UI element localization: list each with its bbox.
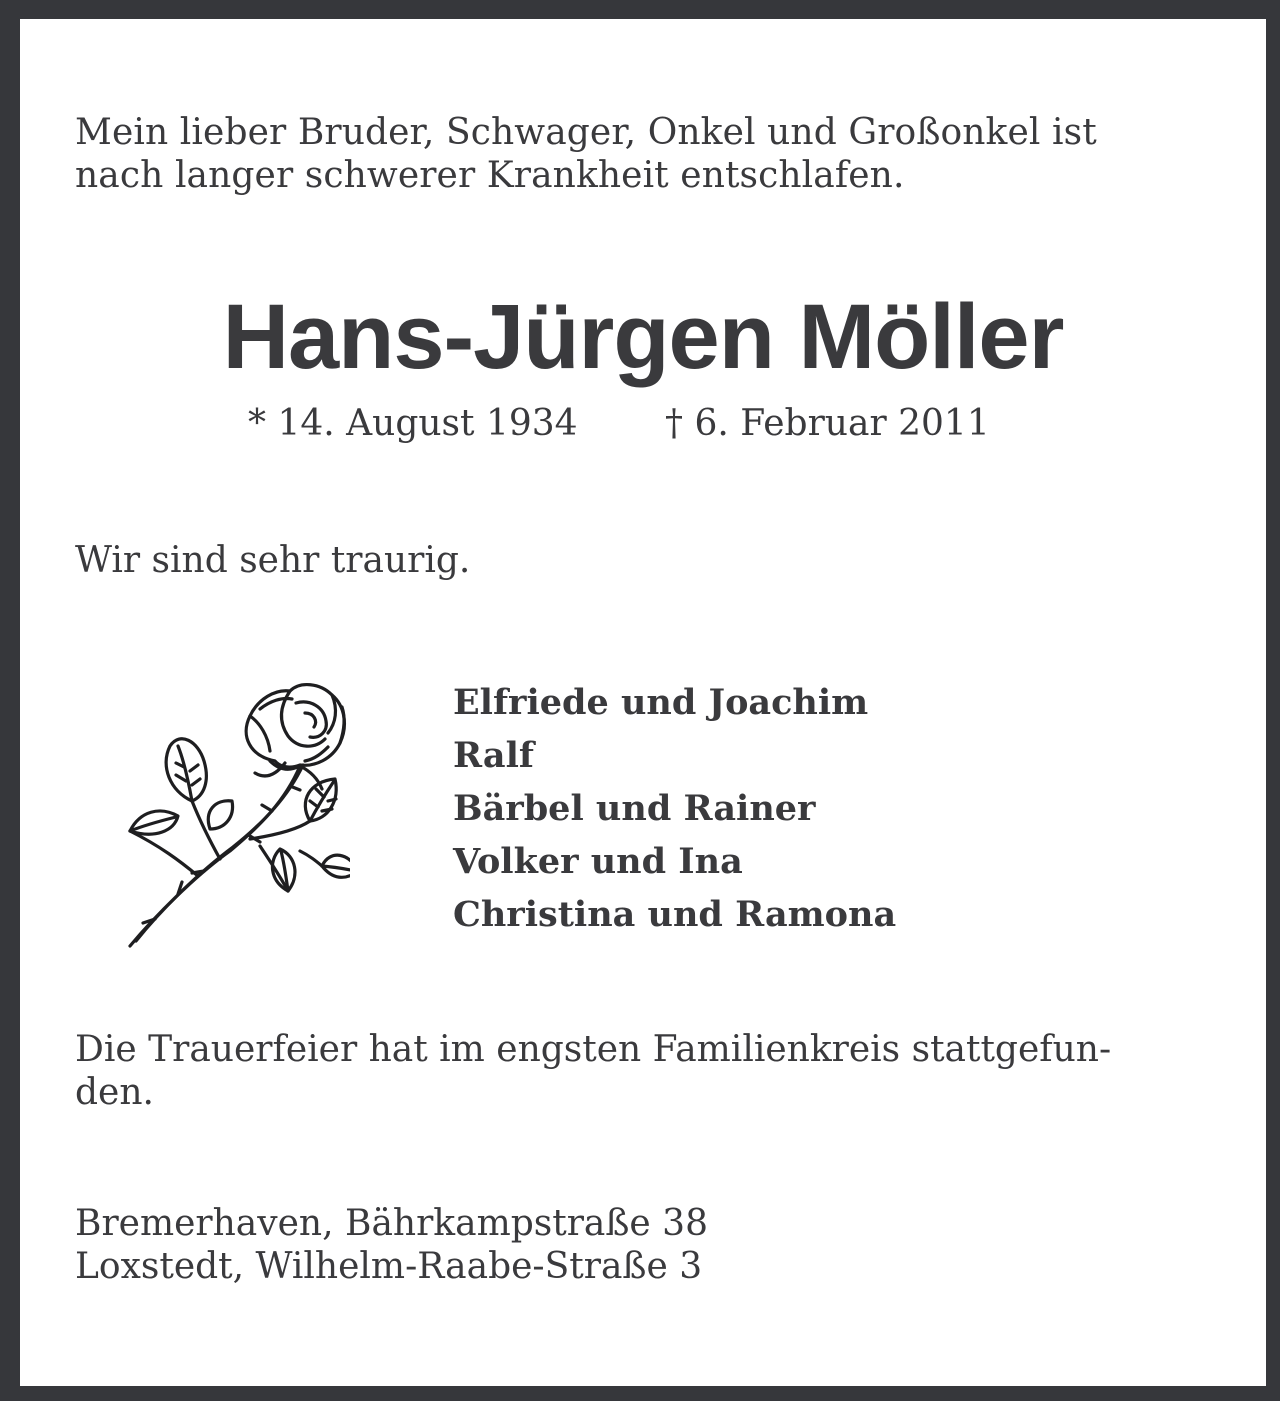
family-member: Bärbel und Rainer	[453, 788, 816, 829]
family-list	[453, 676, 896, 941]
funeral-line: den.	[75, 1072, 154, 1113]
address-line: Bremerhaven, Bährkampstraße 38	[75, 1203, 708, 1244]
intro-line: Mein lieber Bruder, Schwager, Onkel und Großonkel ist	[75, 112, 1097, 153]
funeral-text	[75, 1028, 1111, 1114]
addresses	[75, 1202, 708, 1288]
address-line: Loxstedt, Wilhelm-Raabe-Straße 3	[75, 1246, 703, 1287]
family-member: Elfriede und Joachim	[453, 682, 869, 723]
funeral-line: Die Trauerfeier hat im engsten Familienkreis stattgefun-	[75, 1029, 1112, 1070]
obituary-notice	[20, 19, 1266, 1386]
rose-icon	[100, 661, 350, 951]
sentiment-text: Wir sind sehr traurig.	[75, 540, 471, 581]
family-member: Christina und Ramona	[453, 894, 897, 935]
deceased-name: Hans-Jürgen Möller	[222, 286, 1064, 388]
intro-text	[75, 111, 1097, 197]
death-date: † 6. Februar 2011	[665, 403, 990, 444]
birth-date: * 14. August 1934	[248, 403, 578, 444]
family-member: Volker und Ina	[453, 841, 743, 882]
intro-line: nach langer schwerer Krankheit entschlafen.	[75, 155, 905, 196]
family-member: Ralf	[453, 735, 534, 776]
